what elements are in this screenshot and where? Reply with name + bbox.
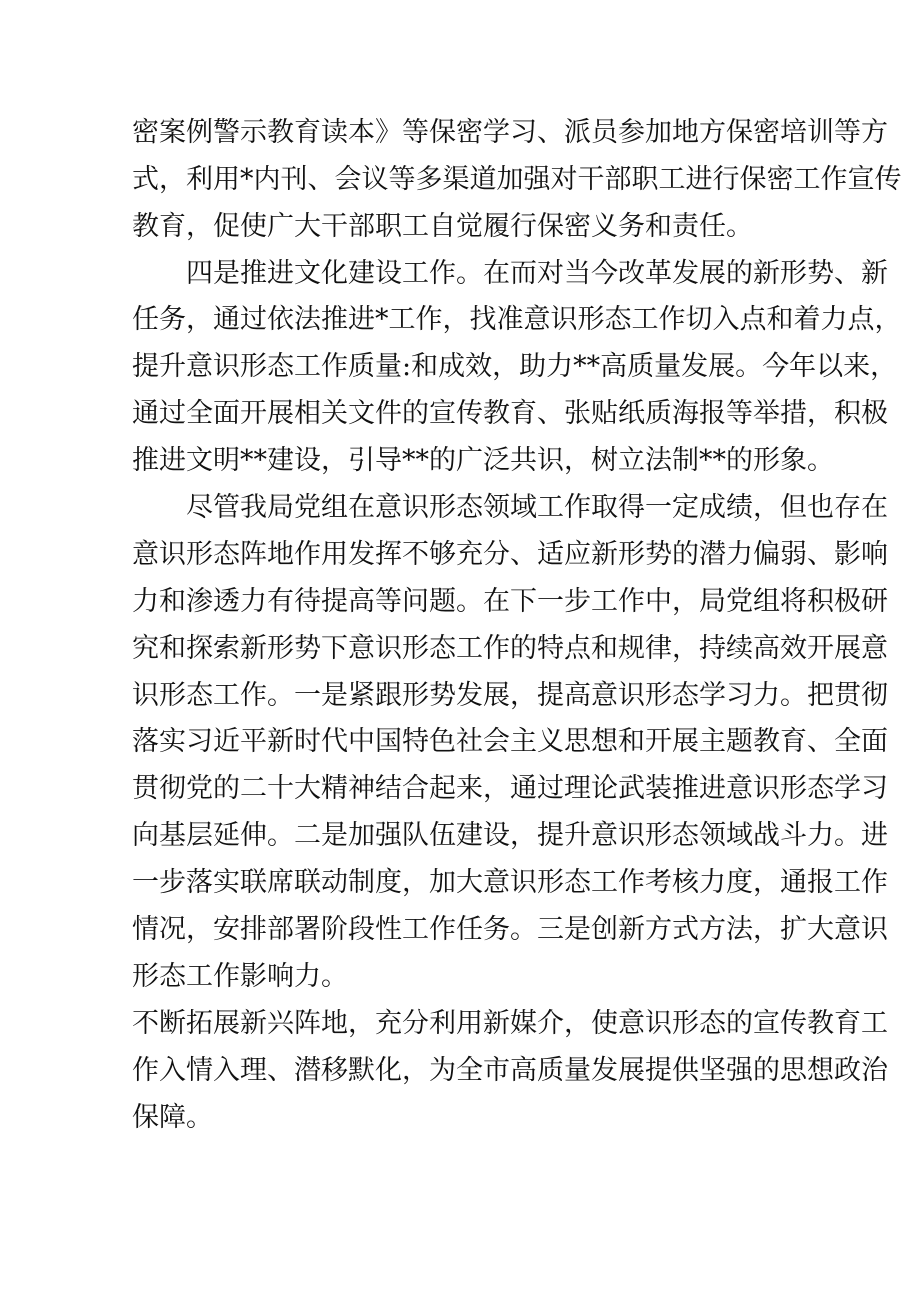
text-line: 密案例警示教育读本》等保密学习、派员参加地方保密培训等方	[132, 117, 888, 148]
text-line: 一步落实联席联动制度，加大意识形态工作考核力度，通报工作	[132, 867, 888, 898]
text-line: 教育，促使广大干部职工自觉履行保密义务和责任。	[132, 211, 753, 242]
text-line: 作入情入理、潜移默化，为全市高质量发展提供坚强的思想政治	[132, 1055, 888, 1086]
text-line: 贯彻党的二十大精神结合起来，通过理论武装推进意识形态学习	[132, 773, 888, 804]
text-line: 提升意识形态工作质量:和成效，助力**高质量发展。今年以来，	[132, 351, 898, 382]
text-line: 推进文明**建设，引导**的广泛共识，树立法制**的形象。	[132, 445, 834, 476]
text-line: 落实习近平新时代中国特色社会主义思想和开展主题教育、全面	[132, 726, 888, 757]
text-line: 通过全面开展相关文件的宣传教育、张贴纸质海报等举措，积极	[132, 398, 888, 429]
text-line: 意识形态阵地作用发挥不够充分、适应新形势的潜力偏弱、影响	[132, 539, 888, 570]
text-line: 式，利用*内刊、会议等多渠道加强对干部职工进行保密工作宣传	[132, 164, 902, 195]
text-line: 形态工作影响力。	[132, 961, 348, 992]
text-line: 四是推进文化建设工作。在而对当今改革发展的新形势、新	[186, 258, 888, 289]
text-line: 任务，通过依法推进*工作，找准意识形态工作切入点和着力点，	[132, 304, 902, 335]
text-line: 力和渗透力有待提高等问题。在下一步工作中，局党组将积极研	[132, 586, 888, 617]
text-line: 尽管我局党组在意识形态领域工作取得一定成绩，但也存在	[186, 492, 888, 523]
text-line: 识形态工作。一是紧跟形势发展，提高意识形态学习力。把贯彻	[132, 680, 888, 711]
text-line: 保障。	[132, 1102, 213, 1133]
text-line: 不断拓展新兴阵地，充分利用新媒介，使意识形态的宣传教育工	[132, 1008, 888, 1039]
text-line: 向基层延伸。二是加强队伍建设，提升意识形态领域战斗力。进	[132, 820, 888, 851]
text-line: 究和探索新形势下意识形态工作的特点和规律，持续高效开展意	[132, 633, 888, 664]
text-line: 情况，安排部署阶段性工作任务。三是创新方式方法，扩大意识	[132, 914, 888, 945]
